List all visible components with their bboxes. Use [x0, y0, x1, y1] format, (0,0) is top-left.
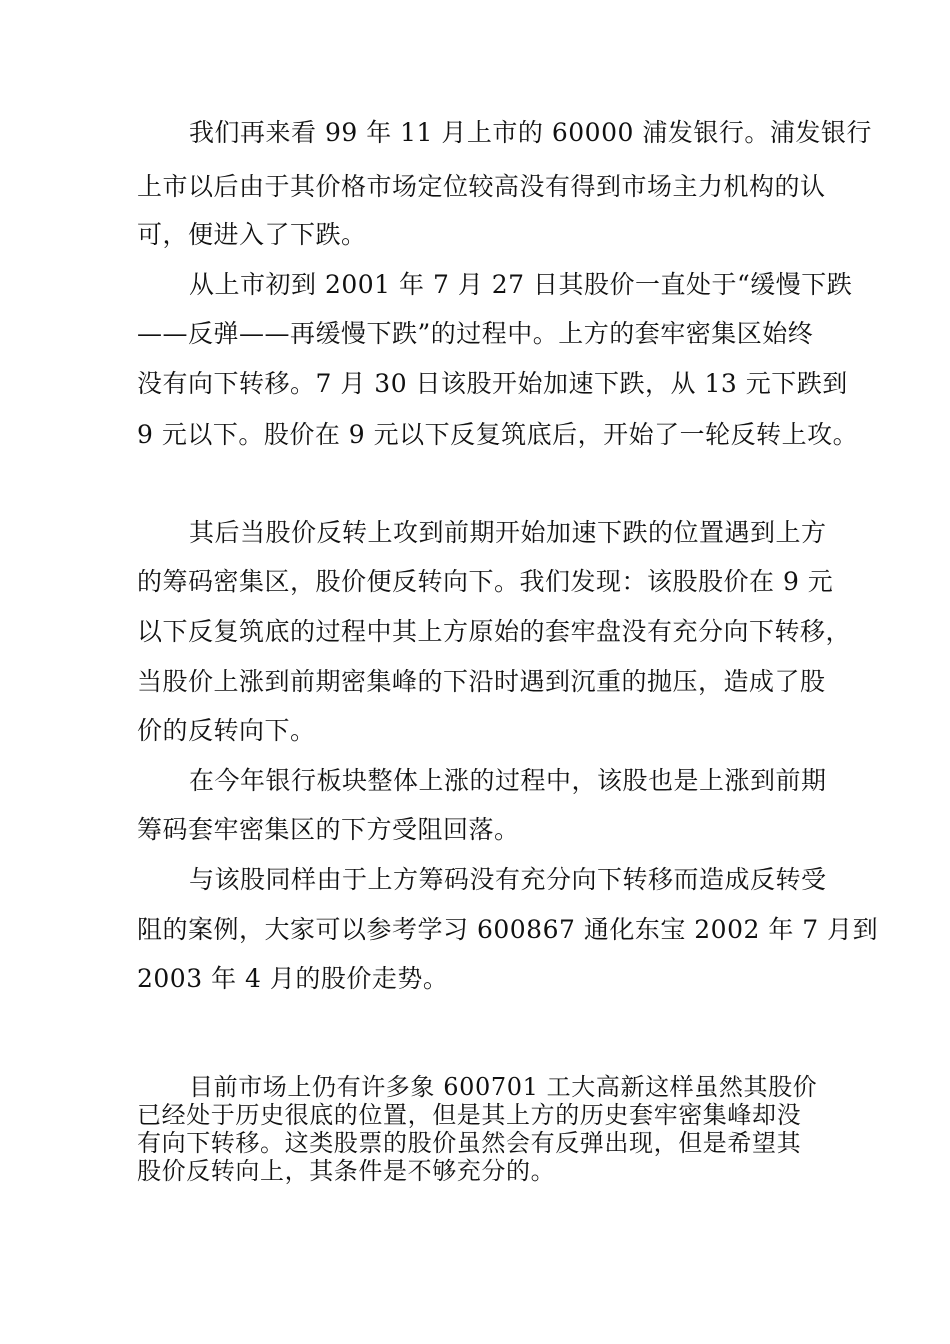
- paragraph-3-line-4: 当股价上涨到前期密集峰的下沿时遇到沉重的抛压，造成了股: [137, 667, 826, 696]
- paragraph-6-line-2: 已经处于历史很底的位置，但是其上方的历史套牢密集峰却没: [137, 1101, 802, 1129]
- paragraph-2-line-4: 9 元以下。股价在 9 元以下反复筑底后，开始了一轮反转上攻。: [137, 420, 859, 449]
- paragraph-1-line-3: 可，便进入了下跌。: [137, 220, 367, 249]
- paragraph-5-line-2: 阻的案例，大家可以参考学习 600867 通化东宝 2002 年 7 月到: [137, 915, 879, 944]
- paragraph-1-line-2: 上市以后由于其价格市场定位较高没有得到市场主力机构的认: [137, 172, 826, 201]
- paragraph-6-line-1: 目前市场上仍有许多象 600701 工大高新这样虽然其股价: [189, 1073, 818, 1101]
- paragraph-2-line-3: 没有向下转移。7 月 30 日该股开始加速下跌，从 13 元下跌到: [137, 369, 848, 398]
- paragraph-5-line-3: 2003 年 4 月的股价走势。: [137, 964, 449, 993]
- paragraph-3-line-3: 以下反复筑底的过程中其上方原始的套牢盘没有充分向下转移，: [137, 617, 852, 646]
- paragraph-6-line-4: 股价反转向上，其条件是不够充分的。: [137, 1157, 556, 1185]
- paragraph-5-line-1: 与该股同样由于上方筹码没有充分向下转移而造成反转受: [189, 865, 827, 894]
- paragraph-4-line-1: 在今年银行板块整体上涨的过程中，该股也是上涨到前期: [189, 766, 827, 795]
- paragraph-3-line-1: 其后当股价反转上攻到前期开始加速下跌的位置遇到上方: [189, 518, 827, 547]
- paragraph-2-line-2: ——反弹——再缓慢下跌”的过程中。上方的套牢密集区始终: [137, 319, 814, 348]
- paragraph-3-line-2: 的筹码密集区，股价便反转向下。我们发现：该股股价在 9 元: [137, 567, 834, 596]
- paragraph-2-line-1: 从上市初到 2001 年 7 月 27 日其股价一直处于“缓慢下跌: [189, 270, 853, 299]
- paragraph-6-line-3: 有向下转移。这类股票的股价虽然会有反弹出现，但是希望其: [137, 1129, 802, 1157]
- paragraph-3-line-5: 价的反转向下。: [137, 716, 316, 745]
- paragraph-4-line-2: 筹码套牢密集区的下方受阻回落。: [137, 815, 520, 844]
- paragraph-1-line-1: 我们再来看 99 年 11 月上市的 60000 浦发银行。浦发银行: [189, 118, 872, 147]
